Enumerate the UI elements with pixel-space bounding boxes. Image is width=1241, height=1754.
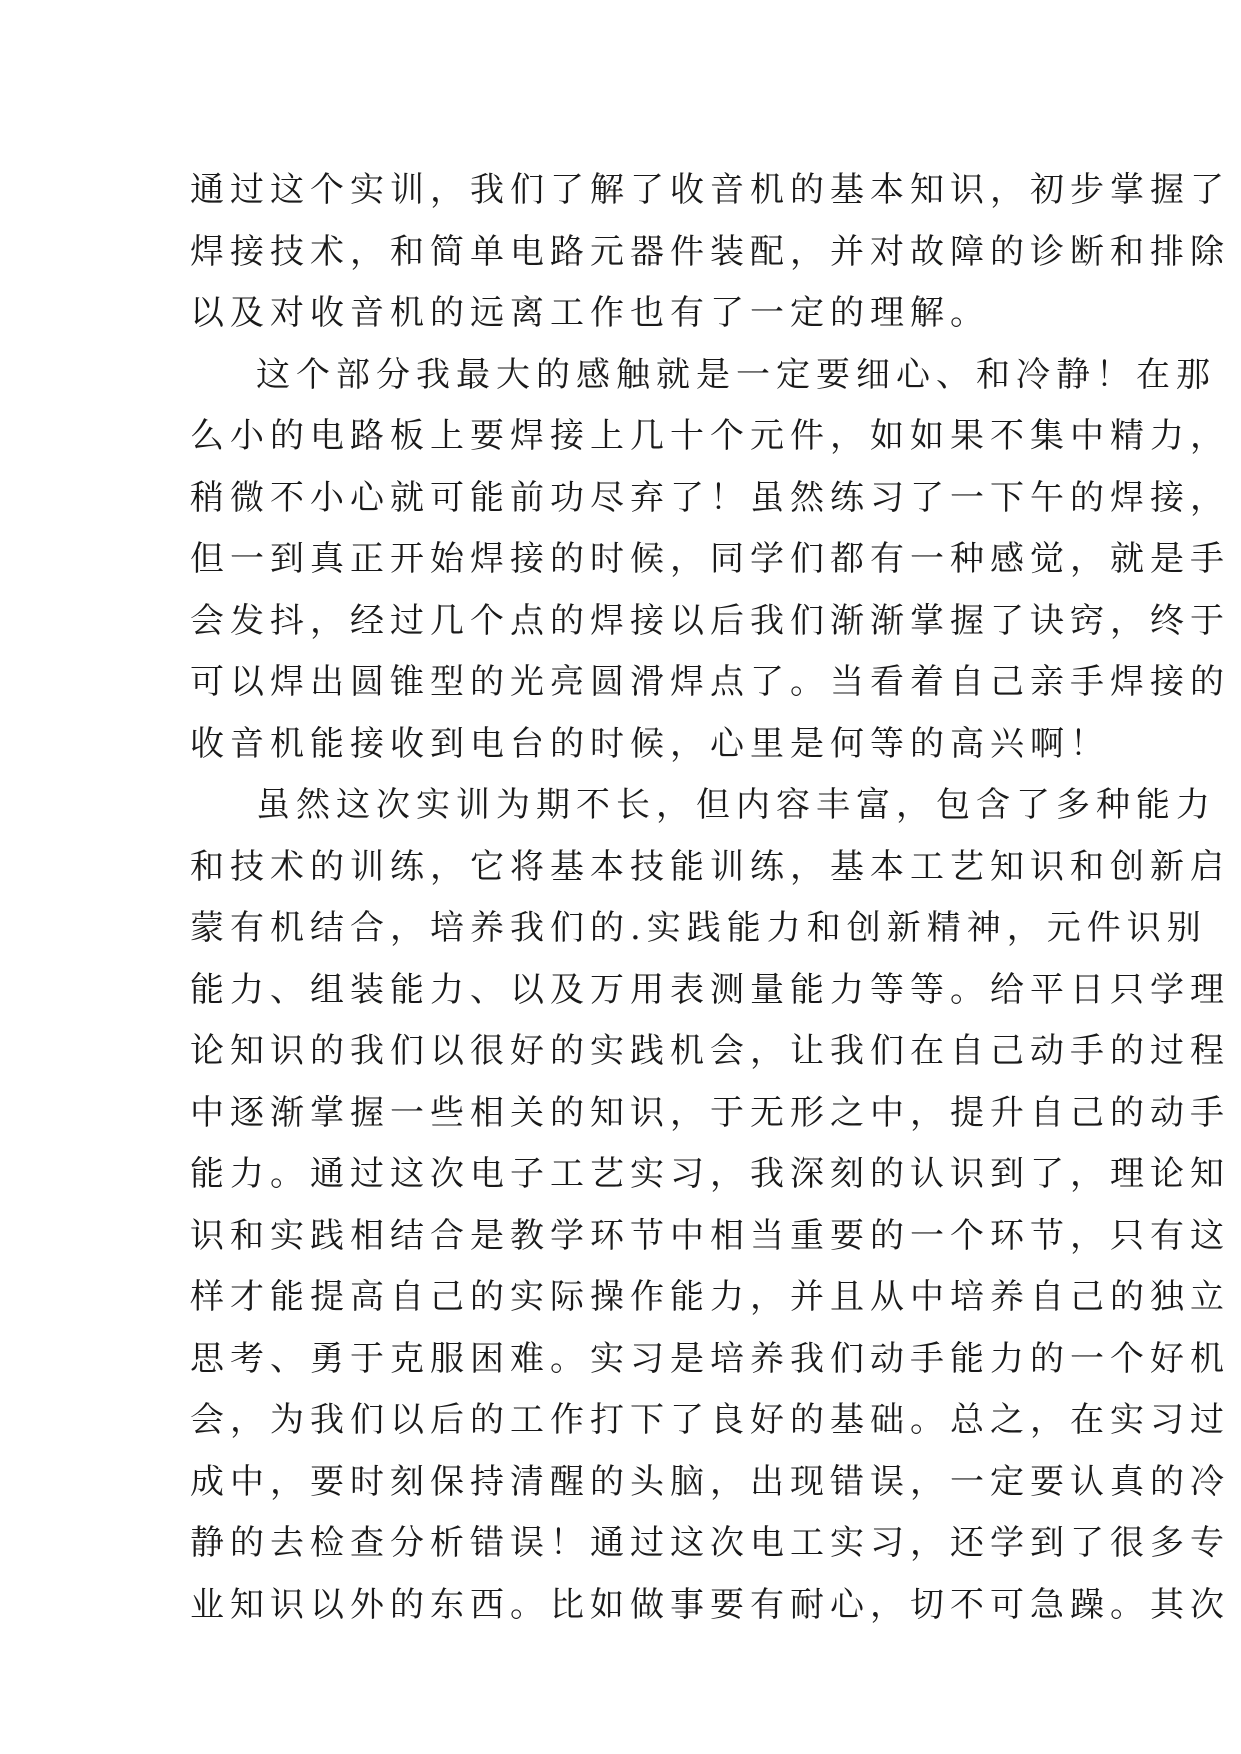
paragraph-line: 稍微不小心就可能前功尽弃了！虽然练习了一下午的焊接， [190, 477, 1230, 518]
paragraph-line: 焊接技术，和简单电路元器件装配，并对故障的诊断和排除 [190, 231, 1230, 272]
paragraph-line: 论知识的我们以很好的实践机会，让我们在自己动手的过程 [190, 1031, 1230, 1071]
paragraph-line: 收音机能接收到电台的时候，心里是何等的高兴啊！ [190, 723, 1110, 764]
paragraph-line: 会发抖，经过几个点的焊接以后我们渐渐掌握了诀窍，终于 [190, 600, 1230, 641]
paragraph-line: 以及对收音机的远离工作也有了一定的理解。 [190, 293, 990, 333]
paragraph-2 [190, 345, 1230, 776]
paragraph-line: 样才能提高自己的实际操作能力，并且从中培养自己的独立 [190, 1277, 1230, 1317]
paragraph-line: 蒙有机结合，培养我们的.实践能力和创新精神，元件识别 [190, 908, 1207, 948]
paragraph-line: 识和实践相结合是教学环节中相当重要的一个环节，只有这 [190, 1215, 1230, 1256]
paragraph-1 [190, 160, 1230, 345]
paragraph-line: 这个部分我最大的感触就是一定要细心、和冷静！在那 [256, 354, 1216, 395]
paragraph-line: 会，为我们以后的工作打下了良好的基础。总之，在实习过 [190, 1400, 1230, 1440]
paragraph-line: 和技术的训练，它将基本技能训练，基本工艺知识和创新启 [190, 846, 1230, 887]
paragraph-line: 成中，要时刻保持清醒的头脑，出现错误，一定要认真的冷 [190, 1461, 1230, 1502]
paragraph-line: 中逐渐掌握一些相关的知识，于无形之中，提升自己的动手 [190, 1092, 1230, 1133]
document-body [190, 160, 1230, 1636]
paragraph-line: 么小的电路板上要焊接上几十个元件，如如果不集中精力， [190, 416, 1230, 456]
paragraph-line: 通过这个实训，我们了解了收音机的基本知识，初步掌握了 [190, 170, 1230, 210]
paragraph-line: 能力、组装能力、以及万用表测量能力等等。给平日只学理 [190, 969, 1230, 1010]
paragraph-line: 业知识以外的东西。比如做事要有耐心，切不可急躁。其次 [190, 1584, 1230, 1625]
paragraph-line: 思考、勇于克服困难。实习是培养我们动手能力的一个好机 [190, 1338, 1230, 1379]
paragraph-line: 静的去检查分析错误！通过这次电工实习，还学到了很多专 [190, 1523, 1230, 1563]
paragraph-line: 但一到真正开始焊接的时候，同学们都有一种感觉，就是手 [190, 539, 1230, 579]
paragraph-line: 虽然这次实训为期不长，但内容丰富，包含了多种能力 [256, 785, 1216, 825]
paragraph-line: 能力。通过这次电子工艺实习，我深刻的认识到了，理论知 [190, 1154, 1230, 1194]
paragraph-3 [190, 775, 1230, 1636]
paragraph-line: 可以焊出圆锥型的光亮圆滑焊点了。当看着自己亲手焊接的 [190, 662, 1230, 702]
